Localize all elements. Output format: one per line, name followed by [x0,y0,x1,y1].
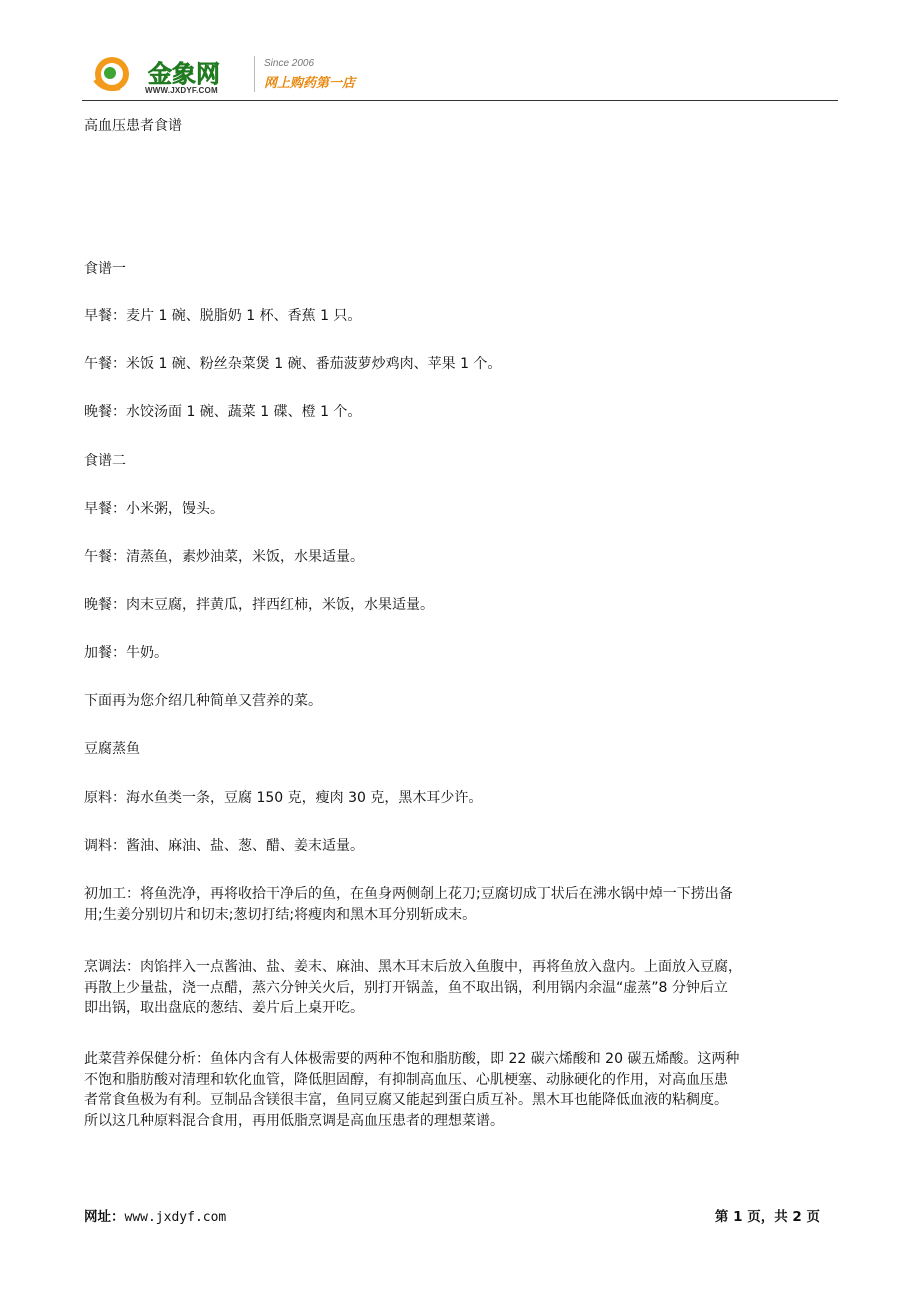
text-line: 早餐：麦片 1 碗、脱脂奶 1 杯、香蕉 1 只。 [84,308,362,324]
paragraph [84,306,836,327]
text-line: 午餐：米饭 1 碗、粉丝杂菜煲 1 碗、番茄菠萝炒鸡肉、苹果 1 个。 [84,356,502,372]
paragraph [84,547,836,568]
text-line: 不饱和脂肪酸对清理和软化血管，降低胆固醇，有抑制高血压、心肌梗塞、动脉硬化的作用，对高血压患 [84,1071,728,1088]
document-title: 高血压患者食谱 [84,118,182,134]
paragraph [84,836,836,857]
text-line: 所以这几种原料混合食用，再用低脂烹调是高血压患者的理想菜谱。 [84,1112,504,1129]
paragraph [84,499,836,520]
text-line: 下面再为您介绍几种简单又营养的菜。 [84,693,322,709]
text-line: 者常食鱼极为有利。豆制品含镁很丰富，鱼同豆腐又能起到蛋白质互补。黑木耳也能降低血液的粘稠度。 [84,1092,728,1108]
header-divider [254,56,255,92]
paragraph [84,354,836,375]
text-line: 豆腐蒸鱼 [84,741,140,757]
paragraph [84,788,836,809]
page-number: 第 1 页，共 2 页 [714,1209,820,1225]
page-footer [84,1205,820,1227]
text-line: 再散上少量盐，浇一点醋，蒸六分钟关火后，别打开锅盖，鱼不取出锅，利用锅内余温“虚蒸”8 分钟后立 [84,979,728,996]
text-line: 食谱一 [84,261,126,277]
text-line: 晚餐：肉末豆腐，拌黄瓜，拌西红柿，米饭，水果适量。 [84,597,434,613]
paragraph [84,691,836,712]
footer-url-label: 网址： [84,1209,125,1225]
paragraph [84,884,836,925]
text-line: 原料：海水鱼类一条，豆腐 150 克，瘦肉 30 克，黑木耳少许。 [84,790,483,806]
text-line: 即出锅，取出盘底的葱结、姜片后上桌开吃。 [84,1000,364,1016]
footer-url-link[interactable]: www.jxdyf.com [124,1210,227,1225]
paragraph [84,259,836,280]
text-line: 调料：酱油、麻油、盐、葱、醋、姜末适量。 [84,838,364,854]
footer-website[interactable] [84,1205,226,1225]
text-line: 初加工：将鱼洗净，再将收拾干净后的鱼，在鱼身两侧剞上花刀;豆腐切成丁状后在沸水锅中焯一下捞出备 [84,886,733,902]
text-line: 此菜营养保健分析：鱼体内含有人体极需要的两种不饱和脂肪酸，即 22 碳六烯酸和 20 碳五烯酸。这两种 [84,1051,740,1067]
logo-url: WWW.JXDYF.COM [145,86,218,95]
text-line: 加餐：牛奶。 [84,645,168,661]
svg-text:金象网: 金象网 [148,60,220,88]
text-line: 用;生姜分别切片和切末;葱切打结;将瘦肉和黑木耳分别斩成末。 [84,906,477,923]
paragraph [84,402,836,423]
paragraph [84,957,836,1019]
paragraph [84,451,836,472]
text-line: 烹调法：肉馅拌入一点酱油、盐、姜末、麻油、黑木耳末后放入鱼腹中，再将鱼放入盘内。上面放入豆腐， [84,959,742,975]
paragraph [84,1049,836,1131]
text-line: 早餐：小米粥，馒头。 [84,501,224,517]
paragraph [84,739,836,760]
text-line: 食谱二 [84,453,126,469]
text-line: 晚餐：水饺汤面 1 碗、蔬菜 1 碟、橙 1 个。 [84,404,362,420]
slogan: 网上购药第一店 [264,76,356,91]
text-line: 午餐：清蒸鱼，素炒油菜，米饭，水果适量。 [84,549,364,565]
paragraph [84,595,836,616]
paragraph [84,643,836,664]
since-label: Since 2006 [264,58,315,69]
page-header [82,50,838,101]
